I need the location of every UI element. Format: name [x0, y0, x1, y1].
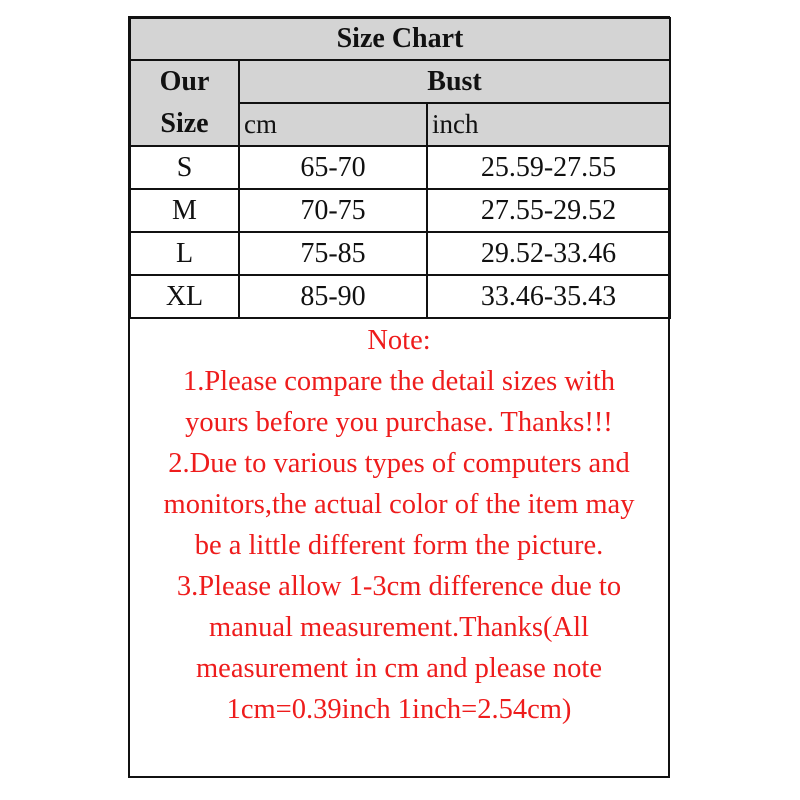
- cm-cell: 65-70: [239, 146, 427, 189]
- unit-inch-header: inch: [427, 103, 670, 146]
- our-size-line1: Our: [159, 66, 210, 97]
- note-line: 3.Please allow 1-3cm difference due to: [176, 571, 622, 602]
- size-cell: L: [130, 232, 239, 275]
- note-line: manual measurement.Thanks(All: [209, 612, 589, 643]
- note-line: 1.Please compare the detail sizes with: [182, 366, 616, 397]
- note-line: yours before you purchase. Thanks!!!: [185, 407, 613, 438]
- size-cell: S: [130, 146, 239, 189]
- size-cell: XL: [130, 275, 239, 318]
- note-line: 1cm=0.39inch 1inch=2.54cm): [226, 694, 572, 725]
- size-chart: [128, 16, 670, 778]
- note-line: monitors,the actual color of the item may: [163, 489, 635, 520]
- our-size-line2: Size: [160, 108, 209, 139]
- note-heading: Note:: [367, 325, 431, 356]
- table-row: [130, 232, 670, 275]
- size-table: [129, 17, 671, 319]
- note-line: measurement in cm and please note: [196, 653, 602, 684]
- notes-section: [130, 320, 668, 730]
- note-line: 2.Due to various types of computers and: [168, 448, 630, 479]
- inch-cell: 27.55-29.52: [427, 189, 670, 232]
- cm-cell: 75-85: [239, 232, 427, 275]
- cm-cell: 70-75: [239, 189, 427, 232]
- cm-cell: 85-90: [239, 275, 427, 318]
- header-row: [130, 60, 670, 103]
- bust-header: Bust: [239, 60, 670, 103]
- chart-title: Size Chart: [130, 18, 670, 60]
- size-cell: M: [130, 189, 239, 232]
- title-row: [130, 18, 670, 60]
- table-row: [130, 275, 670, 318]
- note-line: be a little different form the picture.: [194, 530, 604, 561]
- inch-cell: 25.59-27.55: [427, 146, 670, 189]
- unit-cm-header: cm: [239, 103, 427, 146]
- inch-cell: 29.52-33.46: [427, 232, 670, 275]
- inch-cell: 33.46-35.43: [427, 275, 670, 318]
- table-row: [130, 146, 670, 189]
- our-size-header: [130, 60, 239, 146]
- table-row: [130, 189, 670, 232]
